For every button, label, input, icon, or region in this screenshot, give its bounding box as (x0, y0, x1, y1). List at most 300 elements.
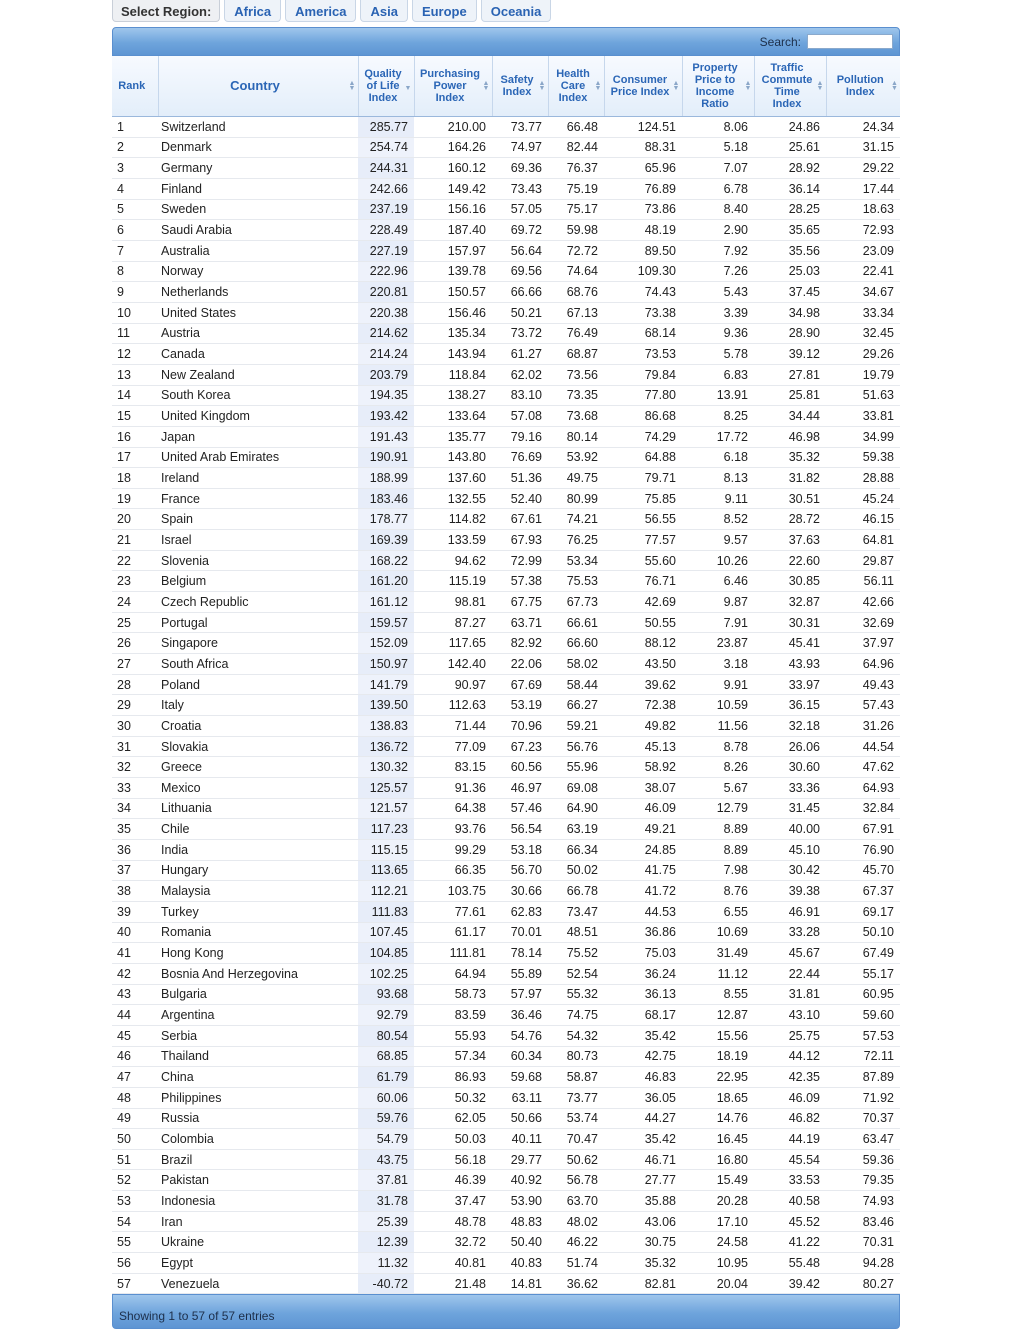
cell-traffic-commute: 28.72 (754, 509, 826, 530)
cell-quality-of-life: 285.77 (358, 117, 414, 138)
cell-health-care: 75.52 (548, 943, 604, 964)
region-label: Select Region: (112, 0, 220, 22)
cell-property-price-ratio: 10.95 (682, 1253, 754, 1274)
table-row (112, 736, 900, 757)
cell-consumer-price: 45.13 (604, 736, 682, 757)
entries-info: Showing 1 to 57 of 57 entries (119, 1309, 275, 1324)
cell-country: Greece (158, 757, 358, 778)
cell-rank: 40 (112, 922, 158, 943)
column-header-label: Country (230, 78, 280, 93)
rankings-table (112, 56, 900, 1294)
cell-pollution: 32.84 (826, 798, 900, 819)
cell-property-price-ratio: 6.46 (682, 571, 754, 592)
cell-property-price-ratio: 12.87 (682, 1005, 754, 1026)
cell-rank: 33 (112, 778, 158, 799)
sort-desc-icon: ▼ (404, 85, 412, 92)
cell-rank: 26 (112, 633, 158, 654)
cell-pollution: 34.99 (826, 426, 900, 447)
cell-health-care: 75.17 (548, 199, 604, 220)
column-header-country[interactable] (158, 56, 358, 117)
cell-quality-of-life: 220.81 (358, 282, 414, 303)
cell-rank: 13 (112, 364, 158, 385)
cell-traffic-commute: 37.63 (754, 530, 826, 551)
region-filter-bar (112, 0, 551, 22)
cell-consumer-price: 42.69 (604, 592, 682, 613)
table-row (112, 117, 900, 138)
cell-property-price-ratio: 8.89 (682, 839, 754, 860)
cell-consumer-price: 89.50 (604, 240, 682, 261)
cell-quality-of-life: 242.66 (358, 178, 414, 199)
cell-property-price-ratio: 17.10 (682, 1211, 754, 1232)
cell-property-price-ratio: 3.39 (682, 302, 754, 323)
cell-safety: 73.43 (492, 178, 548, 199)
region-button-america[interactable]: America (285, 0, 356, 22)
cell-rank: 5 (112, 199, 158, 220)
table-row (112, 1273, 900, 1294)
cell-traffic-commute: 45.10 (754, 839, 826, 860)
table-row (112, 716, 900, 737)
cell-consumer-price: 88.31 (604, 137, 682, 158)
cell-consumer-price: 76.71 (604, 571, 682, 592)
cell-pollution: 56.11 (826, 571, 900, 592)
cell-purchasing-power: 156.46 (414, 302, 492, 323)
cell-health-care: 67.73 (548, 592, 604, 613)
cell-consumer-price: 27.77 (604, 1170, 682, 1191)
cell-purchasing-power: 56.18 (414, 1149, 492, 1170)
cell-health-care: 59.21 (548, 716, 604, 737)
cell-health-care: 73.68 (548, 406, 604, 427)
table-row (112, 819, 900, 840)
cell-property-price-ratio: 8.55 (682, 984, 754, 1005)
search-area (760, 34, 893, 49)
cell-country: Iran (158, 1211, 358, 1232)
cell-purchasing-power: 210.00 (414, 117, 492, 138)
cell-rank: 32 (112, 757, 158, 778)
cell-consumer-price: 24.85 (604, 839, 682, 860)
table-row (112, 571, 900, 592)
cell-property-price-ratio: 5.18 (682, 137, 754, 158)
cell-pollution: 31.15 (826, 137, 900, 158)
cell-traffic-commute: 46.09 (754, 1087, 826, 1108)
cell-health-care: 46.22 (548, 1232, 604, 1253)
cell-property-price-ratio: 7.07 (682, 158, 754, 179)
cell-country: Malaysia (158, 881, 358, 902)
cell-country: China (158, 1067, 358, 1088)
cell-rank: 39 (112, 901, 158, 922)
cell-rank: 12 (112, 344, 158, 365)
table-row (112, 881, 900, 902)
cell-pollution: 64.93 (826, 778, 900, 799)
cell-pollution: 31.26 (826, 716, 900, 737)
cell-country: Slovenia (158, 550, 358, 571)
cell-country: Turkey (158, 901, 358, 922)
cell-purchasing-power: 160.12 (414, 158, 492, 179)
cell-purchasing-power: 157.97 (414, 240, 492, 261)
cell-safety: 69.56 (492, 261, 548, 282)
table-row (112, 633, 900, 654)
cell-pollution: 29.22 (826, 158, 900, 179)
cell-traffic-commute: 44.19 (754, 1129, 826, 1150)
cell-purchasing-power: 94.62 (414, 550, 492, 571)
cell-quality-of-life: 152.09 (358, 633, 414, 654)
cell-health-care: 66.78 (548, 881, 604, 902)
cell-property-price-ratio: 15.56 (682, 1025, 754, 1046)
cell-rank: 57 (112, 1273, 158, 1294)
cell-rank: 52 (112, 1170, 158, 1191)
cell-safety: 73.72 (492, 323, 548, 344)
cell-consumer-price: 88.12 (604, 633, 682, 654)
table-row (112, 1253, 900, 1274)
cell-safety: 57.38 (492, 571, 548, 592)
sort-icon: ▲ ▼ (594, 80, 602, 92)
cell-traffic-commute: 46.91 (754, 901, 826, 922)
cell-quality-of-life: 92.79 (358, 1005, 414, 1026)
cell-purchasing-power: 187.40 (414, 220, 492, 241)
cell-property-price-ratio: 6.55 (682, 901, 754, 922)
cell-quality-of-life: 25.39 (358, 1211, 414, 1232)
cell-pollution: 59.36 (826, 1149, 900, 1170)
cell-property-price-ratio: 18.19 (682, 1046, 754, 1067)
cell-purchasing-power: 135.77 (414, 426, 492, 447)
cell-country: Singapore (158, 633, 358, 654)
cell-quality-of-life: 115.15 (358, 839, 414, 860)
cell-health-care: 66.34 (548, 839, 604, 860)
cell-quality-of-life: 237.19 (358, 199, 414, 220)
cell-consumer-price: 109.30 (604, 261, 682, 282)
cell-country: Thailand (158, 1046, 358, 1067)
cell-safety: 46.97 (492, 778, 548, 799)
region-button-europe[interactable]: Europe (412, 0, 477, 22)
cell-purchasing-power: 46.39 (414, 1170, 492, 1191)
column-header-quality-of-life[interactable] (358, 56, 414, 117)
cell-property-price-ratio: 7.92 (682, 240, 754, 261)
cell-traffic-commute: 34.98 (754, 302, 826, 323)
cell-pollution: 33.81 (826, 406, 900, 427)
cell-traffic-commute: 37.45 (754, 282, 826, 303)
cell-property-price-ratio: 10.69 (682, 922, 754, 943)
table-row (112, 137, 900, 158)
cell-rank: 55 (112, 1232, 158, 1253)
column-header-property-price-ratio[interactable] (682, 56, 754, 117)
cell-rank: 14 (112, 385, 158, 406)
cell-purchasing-power: 83.15 (414, 757, 492, 778)
cell-property-price-ratio: 7.26 (682, 261, 754, 282)
table-row (112, 1046, 900, 1067)
column-header-health-care[interactable] (548, 56, 604, 117)
cell-health-care: 66.60 (548, 633, 604, 654)
cell-traffic-commute: 30.85 (754, 571, 826, 592)
cell-safety: 82.92 (492, 633, 548, 654)
cell-rank: 48 (112, 1087, 158, 1108)
table-row (112, 612, 900, 633)
cell-rank: 16 (112, 426, 158, 447)
cell-purchasing-power: 40.81 (414, 1253, 492, 1274)
table-row (112, 323, 900, 344)
cell-quality-of-life: 193.42 (358, 406, 414, 427)
cell-safety: 50.66 (492, 1108, 548, 1129)
column-header-label: Rank (118, 80, 146, 92)
cell-traffic-commute: 31.81 (754, 984, 826, 1005)
cell-property-price-ratio: 8.26 (682, 757, 754, 778)
table-toolbar (112, 27, 900, 56)
cell-pollution: 64.96 (826, 654, 900, 675)
cell-consumer-price: 86.68 (604, 406, 682, 427)
cell-traffic-commute: 28.90 (754, 323, 826, 344)
cell-consumer-price: 44.27 (604, 1108, 682, 1129)
cell-quality-of-life: 222.96 (358, 261, 414, 282)
cell-rank: 46 (112, 1046, 158, 1067)
cell-consumer-price: 76.89 (604, 178, 682, 199)
cell-rank: 22 (112, 550, 158, 571)
cell-country: Chile (158, 819, 358, 840)
cell-quality-of-life: 121.57 (358, 798, 414, 819)
cell-consumer-price: 50.55 (604, 612, 682, 633)
cell-rank: 23 (112, 571, 158, 592)
sort-icon: ▲ ▼ (348, 80, 356, 92)
cell-property-price-ratio: 20.04 (682, 1273, 754, 1294)
cell-safety: 29.77 (492, 1149, 548, 1170)
cell-consumer-price: 75.85 (604, 488, 682, 509)
cell-rank: 47 (112, 1067, 158, 1088)
cell-traffic-commute: 25.81 (754, 385, 826, 406)
cell-consumer-price: 35.88 (604, 1191, 682, 1212)
cell-health-care: 49.75 (548, 468, 604, 489)
table-row (112, 695, 900, 716)
cell-traffic-commute: 46.98 (754, 426, 826, 447)
cell-rank: 30 (112, 716, 158, 737)
column-header-label: Quality of Life Index (364, 68, 402, 104)
cell-rank: 21 (112, 530, 158, 551)
cell-health-care: 73.35 (548, 385, 604, 406)
cell-country: Serbia (158, 1025, 358, 1046)
cell-quality-of-life: 220.38 (358, 302, 414, 323)
cell-property-price-ratio: 13.91 (682, 385, 754, 406)
cell-quality-of-life: 111.83 (358, 901, 414, 922)
region-button-asia[interactable]: Asia (360, 0, 407, 22)
cell-health-care: 80.99 (548, 488, 604, 509)
column-header-rank[interactable] (112, 56, 158, 117)
cell-safety: 70.96 (492, 716, 548, 737)
cell-health-care: 63.19 (548, 819, 604, 840)
cell-health-care: 76.25 (548, 530, 604, 551)
cell-country: Lithuania (158, 798, 358, 819)
cell-safety: 62.83 (492, 901, 548, 922)
cell-purchasing-power: 142.40 (414, 654, 492, 675)
cell-safety: 67.23 (492, 736, 548, 757)
search-input[interactable] (807, 34, 893, 49)
cell-property-price-ratio: 11.12 (682, 963, 754, 984)
cell-property-price-ratio: 23.87 (682, 633, 754, 654)
cell-country: Portugal (158, 612, 358, 633)
rankings-table-container (112, 27, 900, 1329)
cell-property-price-ratio: 16.45 (682, 1129, 754, 1150)
cell-traffic-commute: 55.48 (754, 1253, 826, 1274)
cell-traffic-commute: 30.31 (754, 612, 826, 633)
column-header-label: Consumer Price Index (610, 74, 670, 98)
cell-pollution: 45.70 (826, 860, 900, 881)
cell-health-care: 56.78 (548, 1170, 604, 1191)
table-row (112, 963, 900, 984)
cell-purchasing-power: 90.97 (414, 674, 492, 695)
cell-pollution: 24.34 (826, 117, 900, 138)
cell-country: Netherlands (158, 282, 358, 303)
cell-health-care: 64.90 (548, 798, 604, 819)
cell-rank: 18 (112, 468, 158, 489)
cell-consumer-price: 39.62 (604, 674, 682, 695)
cell-country: Spain (158, 509, 358, 530)
cell-traffic-commute: 43.93 (754, 654, 826, 675)
cell-pollution: 28.88 (826, 468, 900, 489)
cell-health-care: 66.48 (548, 117, 604, 138)
cell-purchasing-power: 138.27 (414, 385, 492, 406)
cell-purchasing-power: 50.03 (414, 1129, 492, 1150)
cell-country: Indonesia (158, 1191, 358, 1212)
cell-rank: 4 (112, 178, 158, 199)
table-row (112, 261, 900, 282)
cell-purchasing-power: 111.81 (414, 943, 492, 964)
cell-consumer-price: 46.83 (604, 1067, 682, 1088)
cell-consumer-price: 43.50 (604, 654, 682, 675)
cell-quality-of-life: 244.31 (358, 158, 414, 179)
cell-country: Bosnia And Herzegovina (158, 963, 358, 984)
cell-rank: 44 (112, 1005, 158, 1026)
region-button-africa[interactable]: Africa (224, 0, 281, 22)
cell-country: Egypt (158, 1253, 358, 1274)
cell-purchasing-power: 77.61 (414, 901, 492, 922)
table-row (112, 426, 900, 447)
cell-pollution: 72.93 (826, 220, 900, 241)
cell-purchasing-power: 133.59 (414, 530, 492, 551)
cell-country: Japan (158, 426, 358, 447)
cell-country: Bulgaria (158, 984, 358, 1005)
cell-pollution: 33.34 (826, 302, 900, 323)
cell-consumer-price: 48.19 (604, 220, 682, 241)
cell-property-price-ratio: 8.52 (682, 509, 754, 530)
cell-health-care: 58.44 (548, 674, 604, 695)
cell-consumer-price: 36.13 (604, 984, 682, 1005)
region-button-oceania[interactable]: Oceania (481, 0, 552, 22)
cell-country: Germany (158, 158, 358, 179)
cell-pollution: 60.95 (826, 984, 900, 1005)
cell-consumer-price: 49.21 (604, 819, 682, 840)
cell-pollution: 18.63 (826, 199, 900, 220)
cell-quality-of-life: 61.79 (358, 1067, 414, 1088)
table-footer (112, 1294, 900, 1329)
cell-consumer-price: 74.29 (604, 426, 682, 447)
cell-health-care: 55.96 (548, 757, 604, 778)
cell-consumer-price: 41.72 (604, 881, 682, 902)
cell-traffic-commute: 33.36 (754, 778, 826, 799)
cell-rank: 34 (112, 798, 158, 819)
table-row (112, 178, 900, 199)
cell-purchasing-power: 66.35 (414, 860, 492, 881)
cell-safety: 74.97 (492, 137, 548, 158)
cell-health-care: 53.34 (548, 550, 604, 571)
cell-purchasing-power: 21.48 (414, 1273, 492, 1294)
cell-traffic-commute: 31.82 (754, 468, 826, 489)
cell-safety: 78.14 (492, 943, 548, 964)
cell-rank: 50 (112, 1129, 158, 1150)
cell-rank: 9 (112, 282, 158, 303)
cell-property-price-ratio: 9.87 (682, 592, 754, 613)
column-header-pollution[interactable] (826, 56, 900, 117)
cell-traffic-commute: 30.60 (754, 757, 826, 778)
cell-consumer-price: 42.75 (604, 1046, 682, 1067)
cell-country: Hungary (158, 860, 358, 881)
cell-rank: 25 (112, 612, 158, 633)
cell-quality-of-life: 60.06 (358, 1087, 414, 1108)
cell-health-care: 68.87 (548, 344, 604, 365)
cell-consumer-price: 30.75 (604, 1232, 682, 1253)
cell-consumer-price: 77.57 (604, 530, 682, 551)
sort-icon: ▲ ▼ (538, 80, 546, 92)
cell-safety: 30.66 (492, 881, 548, 902)
cell-traffic-commute: 36.15 (754, 695, 826, 716)
cell-health-care: 73.47 (548, 901, 604, 922)
cell-rank: 49 (112, 1108, 158, 1129)
cell-property-price-ratio: 7.91 (682, 612, 754, 633)
cell-health-care: 53.92 (548, 447, 604, 468)
cell-safety: 14.81 (492, 1273, 548, 1294)
column-header-purchasing-power[interactable] (414, 56, 492, 117)
cell-pollution: 19.79 (826, 364, 900, 385)
cell-property-price-ratio: 11.56 (682, 716, 754, 737)
cell-safety: 67.61 (492, 509, 548, 530)
cell-pollution: 67.49 (826, 943, 900, 964)
cell-quality-of-life: 159.57 (358, 612, 414, 633)
cell-health-care: 73.56 (548, 364, 604, 385)
cell-rank: 28 (112, 674, 158, 695)
cell-traffic-commute: 22.60 (754, 550, 826, 571)
table-row (112, 344, 900, 365)
table-row (112, 839, 900, 860)
cell-purchasing-power: 137.60 (414, 468, 492, 489)
cell-pollution: 17.44 (826, 178, 900, 199)
column-header-traffic-commute[interactable] (754, 56, 826, 117)
cell-purchasing-power: 117.65 (414, 633, 492, 654)
cell-safety: 52.40 (492, 488, 548, 509)
cell-quality-of-life: 188.99 (358, 468, 414, 489)
cell-health-care: 70.47 (548, 1129, 604, 1150)
cell-consumer-price: 65.96 (604, 158, 682, 179)
cell-safety: 67.75 (492, 592, 548, 613)
table-row (112, 1149, 900, 1170)
cell-consumer-price: 124.51 (604, 117, 682, 138)
column-header-consumer-price[interactable] (604, 56, 682, 117)
cell-health-care: 82.44 (548, 137, 604, 158)
cell-consumer-price: 68.17 (604, 1005, 682, 1026)
cell-quality-of-life: 117.23 (358, 819, 414, 840)
cell-quality-of-life: 183.46 (358, 488, 414, 509)
cell-health-care: 56.76 (548, 736, 604, 757)
column-header-safety[interactable] (492, 56, 548, 117)
cell-traffic-commute: 33.28 (754, 922, 826, 943)
cell-health-care: 55.32 (548, 984, 604, 1005)
cell-rank: 3 (112, 158, 158, 179)
cell-traffic-commute: 33.53 (754, 1170, 826, 1191)
cell-property-price-ratio: 24.58 (682, 1232, 754, 1253)
cell-pollution: 87.89 (826, 1067, 900, 1088)
cell-country: Hong Kong (158, 943, 358, 964)
cell-pollution: 55.17 (826, 963, 900, 984)
column-header-label: Pollution Index (836, 74, 884, 98)
cell-pollution: 46.15 (826, 509, 900, 530)
cell-consumer-price: 36.24 (604, 963, 682, 984)
cell-safety: 76.69 (492, 447, 548, 468)
cell-consumer-price: 75.03 (604, 943, 682, 964)
table-row (112, 488, 900, 509)
cell-safety: 48.83 (492, 1211, 548, 1232)
